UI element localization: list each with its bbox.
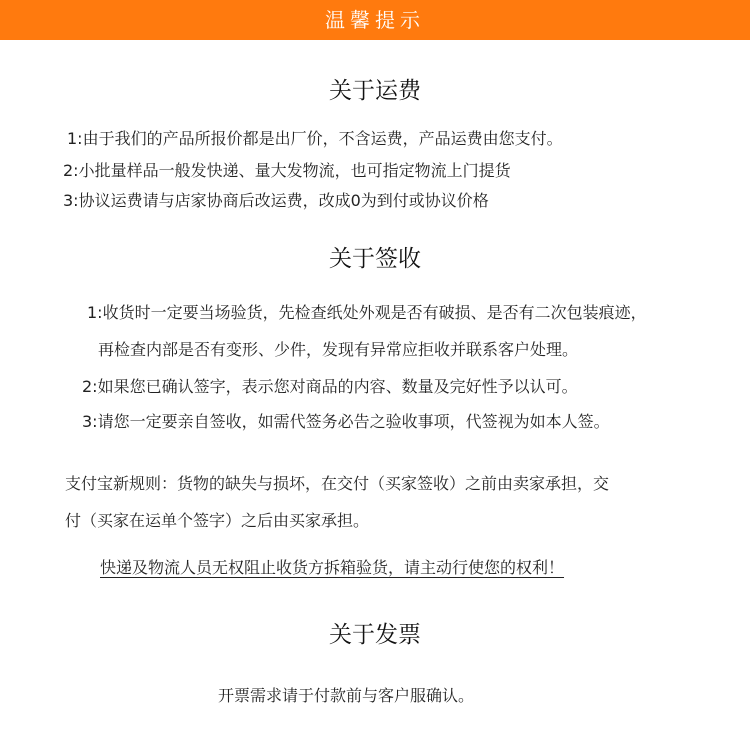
header-banner: 温馨提示 — [0, 0, 750, 40]
receipt-line-2: 2:如果您已确认签字，表示您对商品的内容、数量及完好性予以认可。 — [82, 377, 578, 396]
invoice-heading: 关于发票 — [329, 622, 421, 648]
receipt-line-3: 3:请您一定要亲自签收，如需代签务必告之验收事项，代签视为如本人签。 — [82, 412, 610, 431]
receipt-line-1-cont: 再检查内部是否有变形、少件，发现有异常应拒收并联系客户处理。 — [98, 340, 579, 359]
rules-line-2: 付（买家在运单个签字）之后由买家承担。 — [65, 511, 370, 530]
shipping-heading: 关于运费 — [329, 78, 421, 104]
receipt-heading: 关于签收 — [329, 246, 421, 272]
invoice-line: 开票需求请于付款前与客户服确认。 — [218, 686, 475, 705]
receipt-line-1: 1:收货时一定要当场验货，先检查纸处外观是否有破损、是否有二次包装痕迹， — [87, 303, 647, 322]
shipping-line-3: 3:协议运费请与店家协商后改运费，改成0为到付或协议价格 — [63, 191, 489, 210]
shipping-line-1: 1:由于我们的产品所报价都是出厂价，不含运费，产品运费由您支付。 — [67, 129, 563, 148]
shipping-line-2: 2:小批量样品一般发快递、量大发物流，也可指定物流上门提货 — [63, 161, 511, 180]
inspection-notice: 快递及物流人员无权阻止收货方拆箱验货，请主动行使您的权利！ — [100, 558, 565, 577]
rules-line-1: 支付宝新规则：货物的缺失与损坏，在交付（买家签收）之前由卖家承担，交 — [65, 474, 610, 493]
